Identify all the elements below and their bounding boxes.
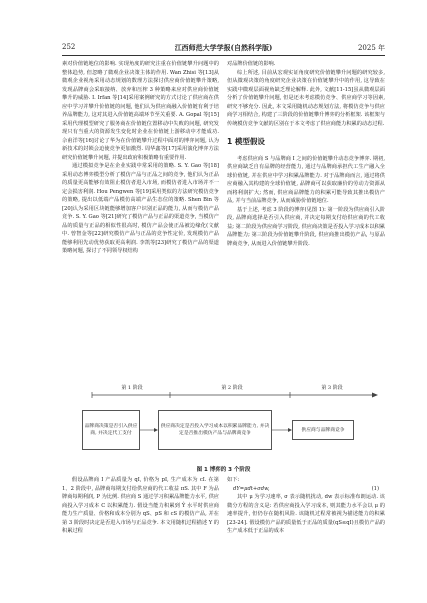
figure-game-stages — [62, 384, 385, 462]
equation-formula: dY=μdt+σdw, — [233, 485, 270, 492]
paragraph: 其中 μ 为学习速率, σ 表示随机扰动, dw 表示标准布朗运动. 该微分方程的含义是: 若供应商投入学习成本, 则其能力水平会以 μ 的速率提升, 但仍存在随机风险. 该随机过程常被视为描述能力的积累[23-24]. 假设模仿产品的质量低于正品的质量(qS≤qI)且模仿产品的生产成本低于正品的成本 — [227, 494, 385, 534]
equation-1 — [227, 485, 385, 494]
page-number: 252 — [62, 43, 76, 51]
paragraph: 综上所述, 目前从宏观实证角度研究价值链攀升问题的研究较多, 但从微观决策的角度研究企业决策在价值链攀升中的作用, 这导致在实践中微观层面视角缺乏理论解释. 此外, 文献[11-15]虽从微观层面分析了价值链攀升问题, 但是还未考虑模仿竞争、供应商学习等因素, 研究不够充分. 因此, 本文采用随机动态规划方法, 将模仿竞争与供应商学习相结合, 构建了三阶段的价值链攀升博弈的分析框架. 该框架与传统模仿竞争文献的区别在于本文考虑了供应商能力积累的动态过程. — [227, 69, 385, 127]
figure-caption: 图 1 博弈的 3 个阶段 — [196, 467, 251, 473]
equation-number: (1) — [371, 485, 379, 492]
stage-1-box: 品牌商决策是否引入供应商, 并决定代工支付 — [82, 410, 140, 450]
journal-name: 江西师范大学学报(自然科学版) — [174, 43, 273, 52]
paragraph: 素对价值链地位的影响. 实现角度的研究注重在价值链攀升问题中的整体趋势, 但忽略了微观企业决策主体的作用. Wan Zhisi 等[13]从微观企业视角采用动态规划的数理方法探讨供应商价值链攀升策略, 发现品牌商会采取接纳、放弃和压榨 3 种策略来应对供应商价值链攀升的威胁. I. Irfan 等[14]采用案例研究的方式讨论了供应商在供应中学习并攀升价值链的问题, 他们认为供应商融入价值链有利于培养品牌能力, 这对其进入价值链高端环节至关重要. A. Gopal 等[15]采用代理模型研究了服务商在价值链位置移动中失败的问题, 研究发现只有当重大的资源发生变化时企业在价值链上游移动中才能成功. 佘甫洋等[16]讨论了华为在价值链攀升过程中面对的博弈问题, 认为新技术的封锁会迫使竞争更加激烈. 周华鑫等[17]采用演化博弈方法研究价值链攀升问题, 并提出政府积极策略有重要作用. — [62, 61, 219, 161]
stage-1-label: 第 1 阶段 — [121, 385, 143, 391]
stage-3-label: 第 3 阶段 — [321, 385, 343, 391]
right-column — [227, 60, 385, 248]
paragraph: 基于上述, 考虑 3 阶段的博弈(见图 1): 第一阶段为供应商引入阶段, 品牌商选择是否引入供应商, 并决定每期支付给供应商的代工收益; 第二阶段为供应商学习阶段, 供应商决策是否投入学习成本以积累品牌能力; 第三阶段为价值链攀升阶段, 供应商推出模仿产品, 与原品牌商竞争, 从而进入价值链攀升阶段. — [227, 206, 385, 247]
paragraph: 考虑供应商 S 与品牌商 I 之间的价值链攀升动态竞争博弈. 期初, 供应商缺乏自有品牌的经营能力, 通过与品牌商承担代工生产融入全球价值链, 并在供应中学习积累品牌能力. 对于品牌商而言, 通过将供应商融入其构建的全球价值链, 品牌商可以获取廉价的劳动力资源从而将利润扩大; 然而, 供应商品牌能力的积累可能导致其推出模仿产品, 并与当前品牌竞争, 从而威胁价值链地位. — [227, 155, 385, 204]
stage-3-box: 供应商与品牌商竞争 — [292, 420, 354, 440]
section-heading: 1 模型假设 — [227, 137, 265, 146]
journal-year: 2025 年 — [357, 44, 385, 52]
paragraph: 通过模拟竞争是在企业实践中常采用的策略. S. Y. Gao 等[18]采用动态博弈模型分析了模仿产品与正品之间的竞争, 他们认为正品的质量更高能够有效阻止模仿者进入市场, 而模仿者进入市场并不一定会损害利润. Hou Pengwen 等[19]采用类似的方法研究模仿竞争的策略, 提出以低端产品模仿高端产品生态位的策略. Shen Bin 等[20]认为采用区块链能够增加客户识别正品的能力, 从而与模仿产品竞争. S. Y. Gao 等[21]研究了模仿产品与正品的渠道竞争, 当模仿产品的质量与正品的相似性很高时, 模仿产品会使正品被边缘化(文献中. 曾智金等[22]研究模仿产品与正品的竞争性定价, 发现模仿产品能够利用先动优势获取更高利润. 李凯等[23]研究了模仿产品的渠道策略问题, 探讨了不同领导权结构 — [62, 163, 219, 254]
paragraph: 如下: — [227, 477, 240, 483]
running-header — [62, 43, 385, 56]
paragraph: 假设品牌商 I 产品质量为 qI, 价格为 pI, 生产成本为 cI. 在第 1、2 阶段中, 品牌商每期支付给供应商的代工收益 πS. 其中 F 为品牌商每期利润, P 为比例. 供应商 S 通过学习积累品牌能力水平, 供应商投入学习成本 C 以积累能力. 假设当能力积累到 Ŷ 水平时供应商能力生产质量、价格和成本分别为 qS、pS 和 cS 的模仿产品, 并在第 3 阶段时决定是否进入市场与正品竞争. 本文用随机过程描述 Y 的积累过程 — [62, 477, 219, 534]
stage-2-label: 第 2 阶段 — [221, 385, 243, 391]
stage-2-box: 供应商决定是否投入学习成本以积累品牌能力, 并决定是否推出模仿产品与品牌商竞争 — [158, 410, 272, 450]
paragraph: 对品牌价值链的影响. — [227, 61, 276, 67]
bottom-left-column — [62, 476, 219, 536]
left-column — [62, 60, 219, 256]
timeline-arrow — [372, 393, 378, 398]
bottom-right-column — [227, 476, 385, 536]
